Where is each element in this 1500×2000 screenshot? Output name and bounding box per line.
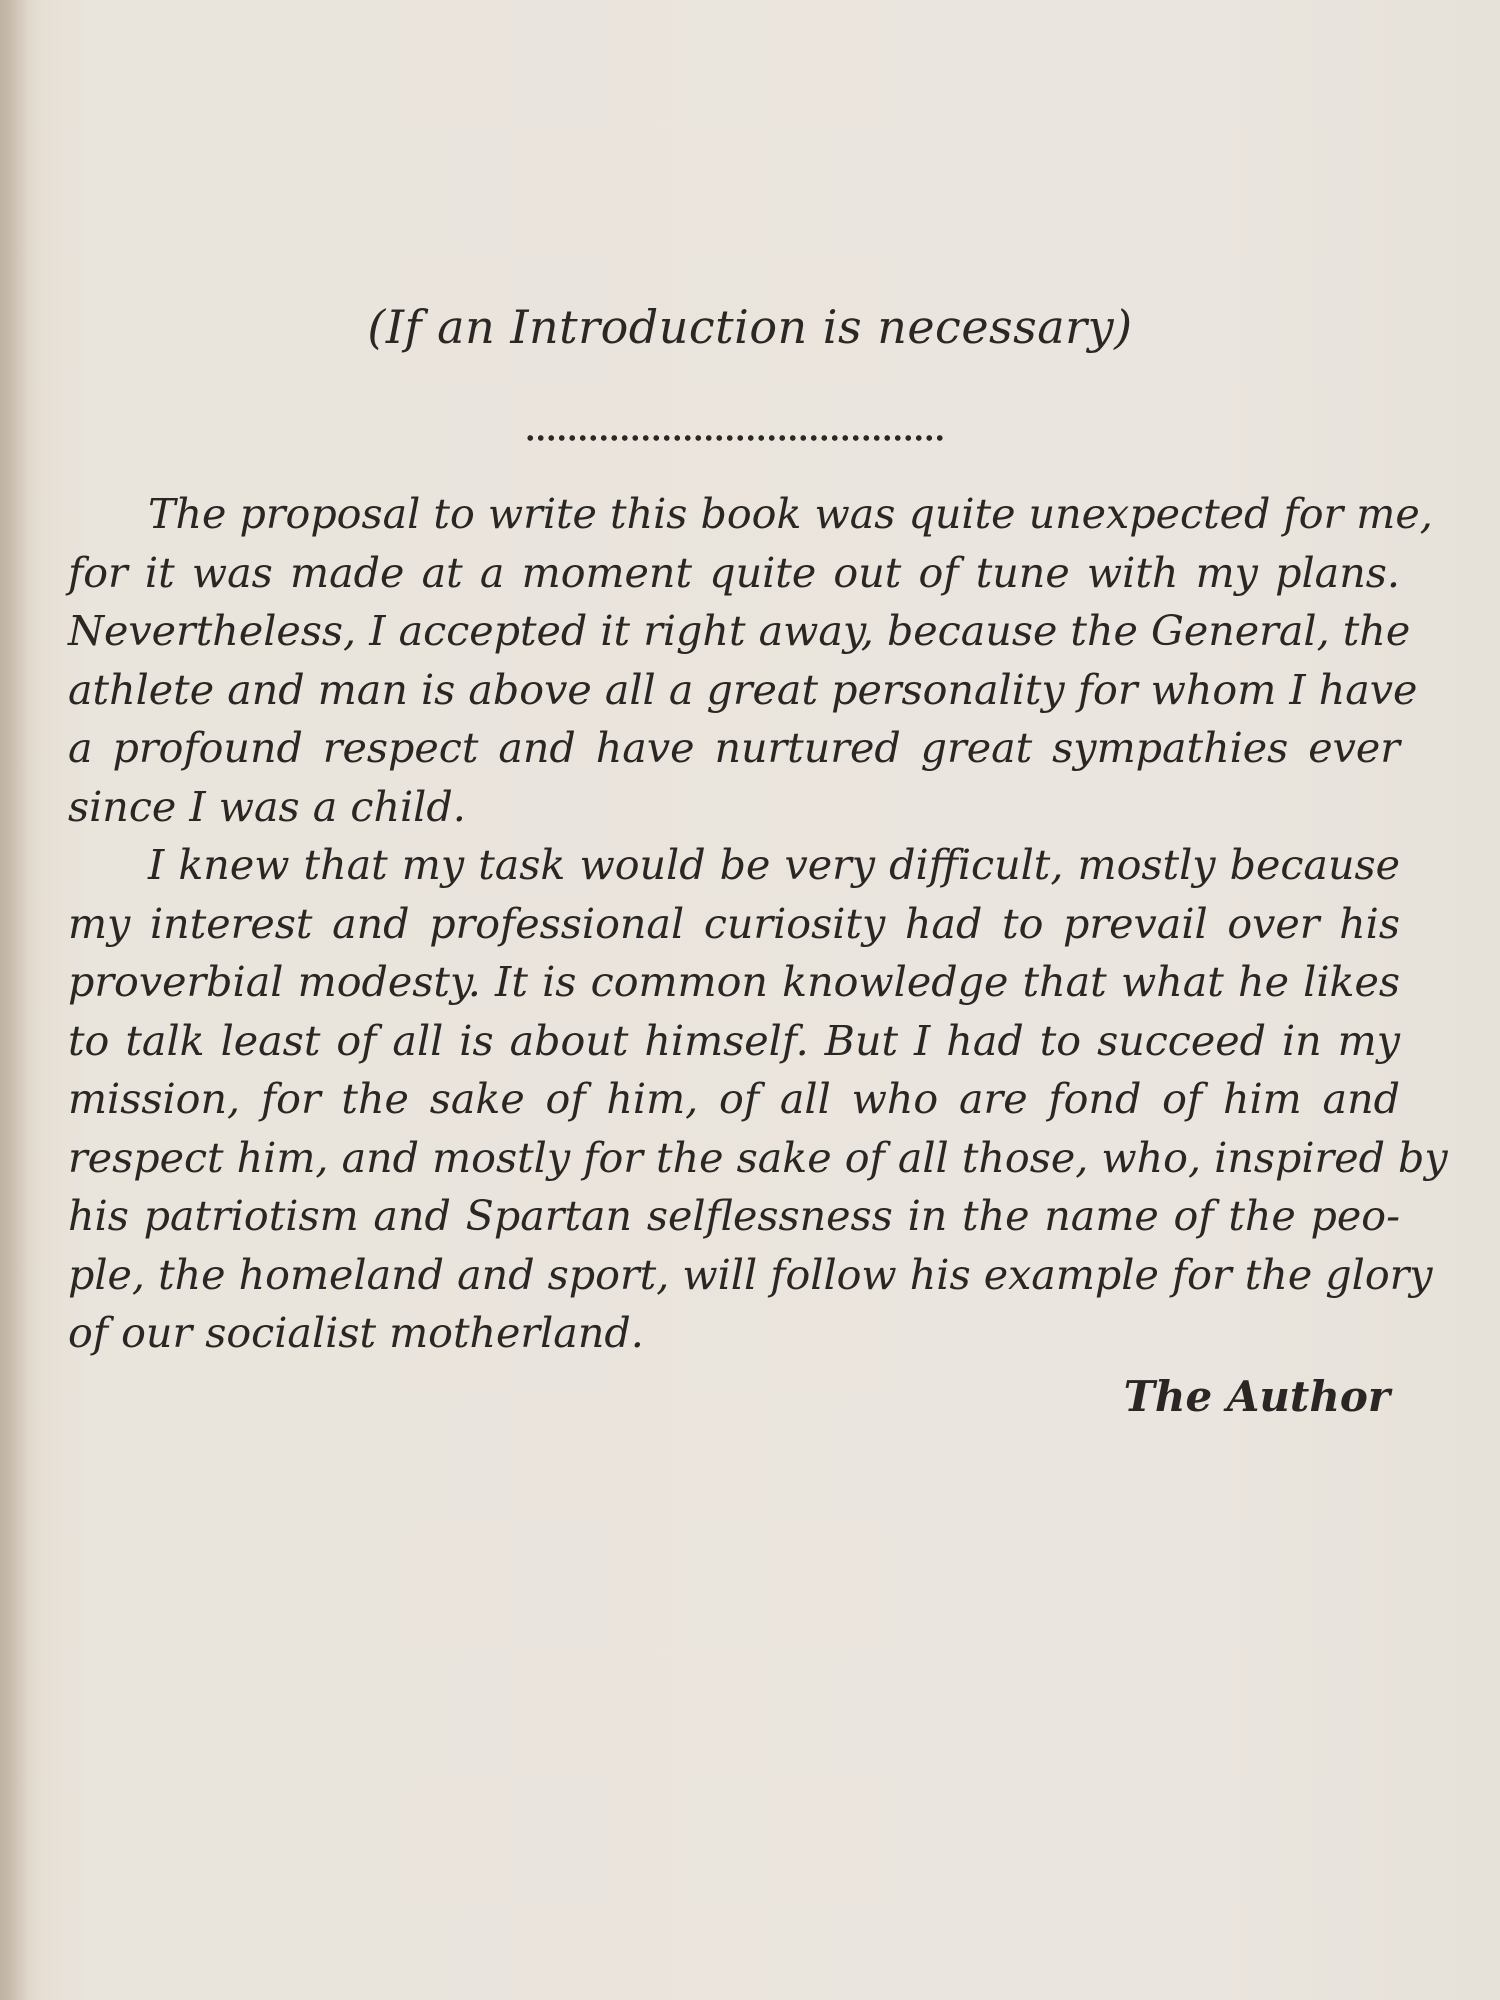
- dotted-separator: [525, 432, 945, 444]
- text-line: for it was made at a moment quite out of tune with my plans.: [68, 548, 1400, 597]
- text-line: to talk least of all is about himself. But I had to succeed in my: [68, 1016, 1400, 1065]
- text-line: I knew that my task would be very difficult, mostly because: [148, 841, 1400, 889]
- text-line: respect him, and mostly for the sake of all those, who, inspired by: [68, 1133, 1448, 1182]
- text-line: my interest and professional curiosity had to prevail over his: [68, 899, 1400, 948]
- body-text: [68, 485, 1448, 1363]
- text-line: since I was a child.: [68, 782, 466, 831]
- text-line: athlete and man is above all a great personality for whom I have: [68, 665, 1418, 714]
- author-signature: The Author: [1123, 1372, 1390, 1421]
- text-line: The proposal to write this book was quite unexpected for me,: [148, 490, 1433, 538]
- text-line: his patriotism and Spartan selflessness in the name of the peo-: [68, 1192, 1400, 1240]
- text-line: Nevertheless, I accepted it right away, because the General, the: [68, 607, 1411, 655]
- text-line: ple, the homeland and sport, will follow his example for the glory: [68, 1250, 1433, 1299]
- text-line: proverbial modesty. It is common knowledge that what he likes: [68, 958, 1400, 1006]
- text-line: mission, for the sake of him, of all who are fond of him and: [68, 1075, 1400, 1123]
- page-heading: (If an Introduction is necessary): [367, 300, 1133, 354]
- text-line: of our socialist motherland.: [68, 1309, 644, 1357]
- text-line: a profound respect and have nurtured great sympathies ever: [68, 724, 1400, 772]
